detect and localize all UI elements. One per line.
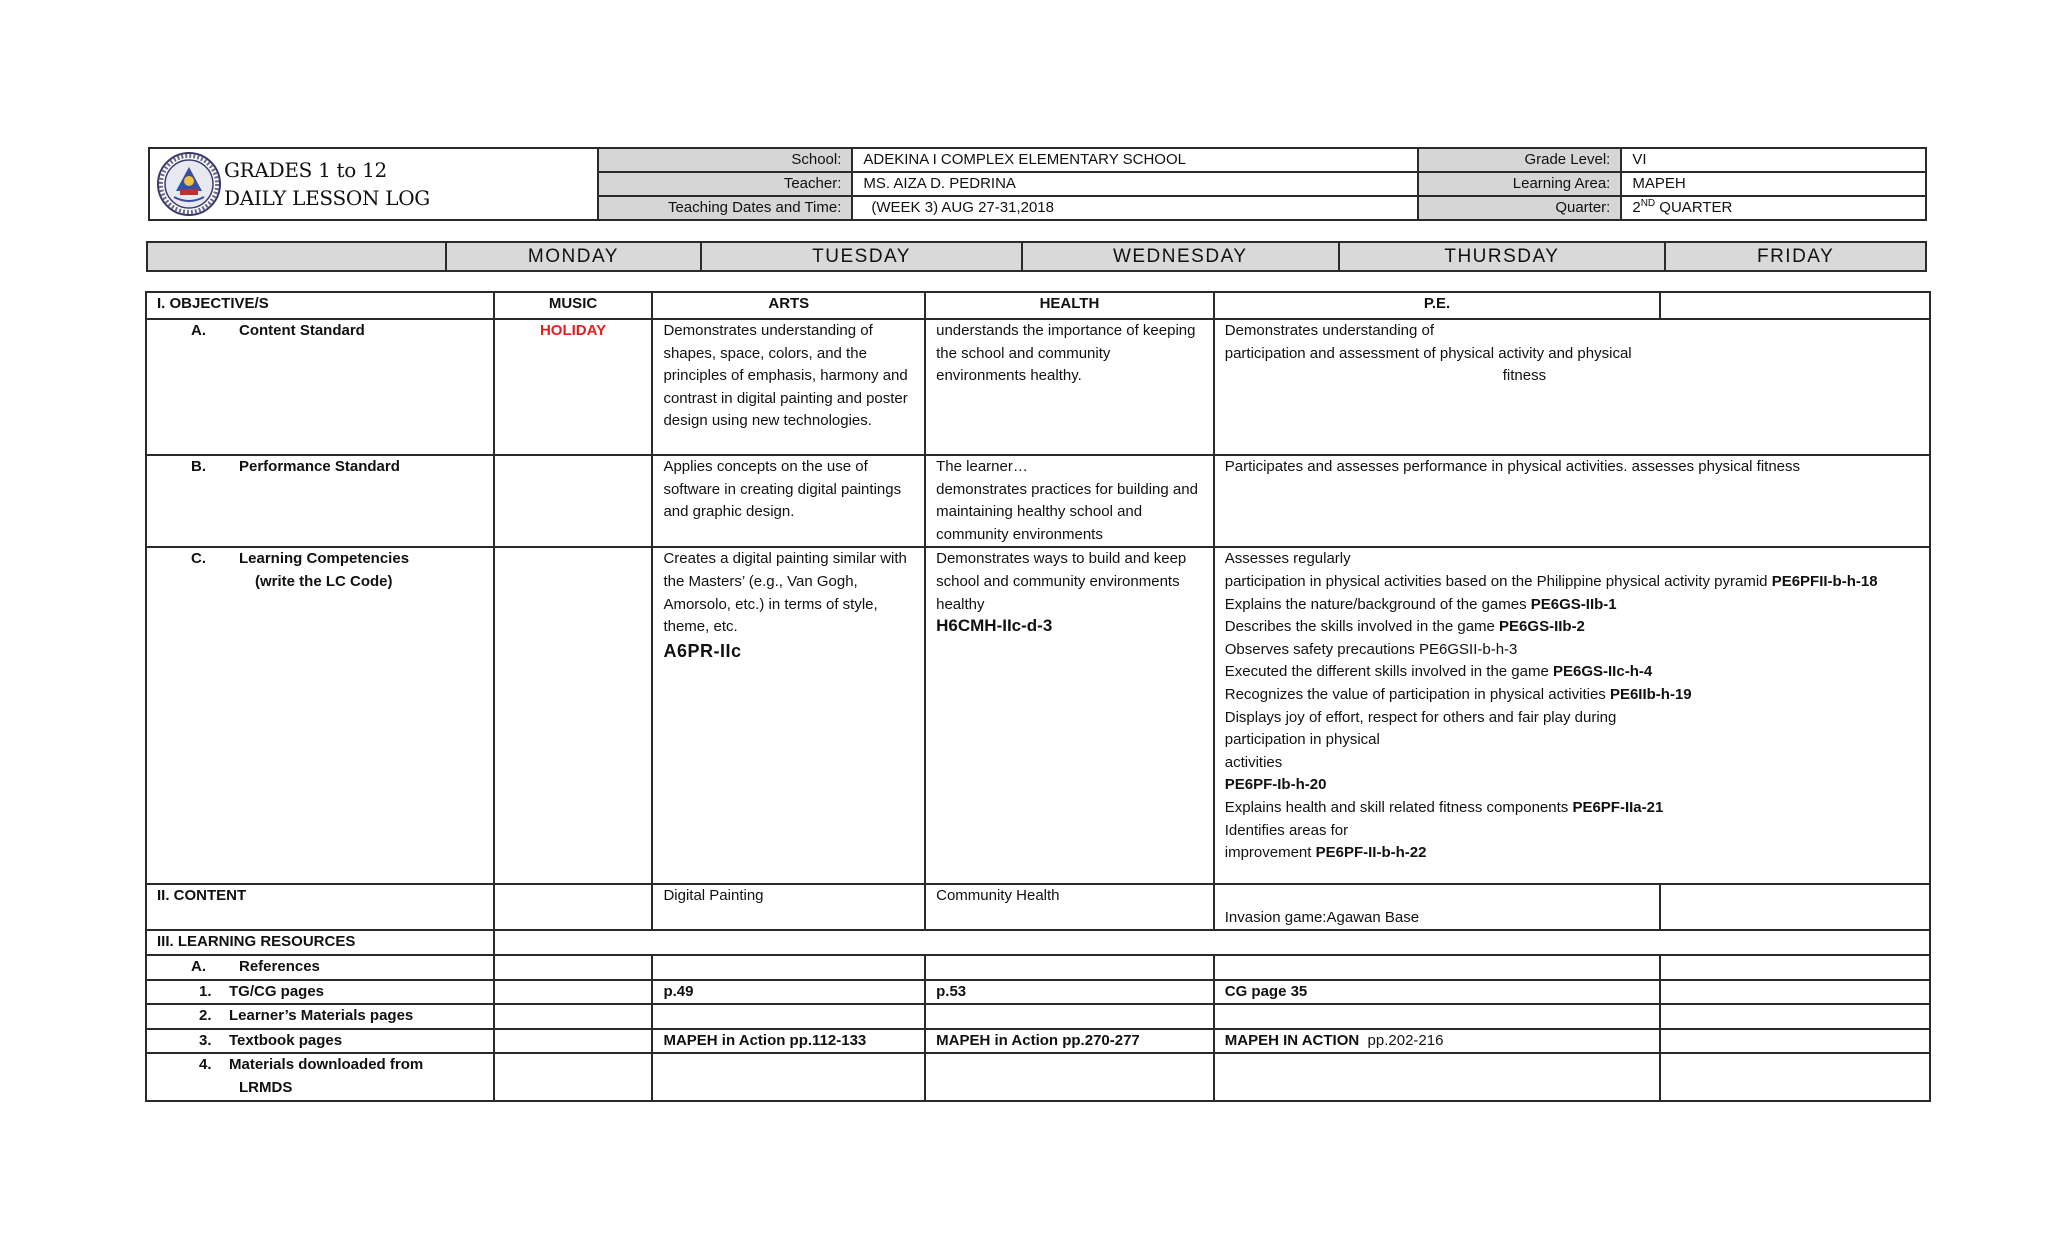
resources-row xyxy=(146,930,1930,955)
learning-competencies-label: Learning Competencies xyxy=(239,550,410,568)
resource-pe: CG page 35 xyxy=(1214,980,1661,1005)
arts-performance-standard: Applies concepts on the use of software in creating digital paintings and graphic design. xyxy=(652,455,925,547)
resource-row-learners-materials xyxy=(146,1004,1930,1029)
health-content-standard: understands the importance of keeping the school and community environments healthy. xyxy=(925,319,1214,455)
quarter-value xyxy=(1621,196,1926,220)
resources-label: III. LEARNING RESOURCES xyxy=(146,930,494,955)
performance-standard-letter: B. xyxy=(191,458,206,475)
resource-health xyxy=(925,1053,1214,1100)
content-standard-row xyxy=(146,319,1930,455)
references-label-cell xyxy=(146,955,494,980)
log-title-line1: GRADES 1 to 12 xyxy=(224,158,387,182)
log-title-line2: DAILY LESSON LOG xyxy=(224,186,430,210)
school-value: ADEKINA I COMPLEX ELEMENTARY SCHOOL xyxy=(852,148,1417,172)
resource-music-blank xyxy=(494,1029,653,1054)
resource-health: MAPEH in Action pp.270-277 xyxy=(925,1029,1214,1054)
resource-arts: p.49 xyxy=(652,980,925,1005)
pe-content-standard-line3: fitness xyxy=(1502,367,1547,385)
references-blank xyxy=(652,955,925,980)
resource-health xyxy=(925,1004,1214,1029)
log-title-cell xyxy=(149,148,598,220)
pe-competency-line: Observes safety precautions PE6GSII-b-h-3 xyxy=(1224,640,1518,658)
references-blank xyxy=(1660,955,1930,980)
content-standard-letter: A. xyxy=(191,322,206,339)
references-label: References xyxy=(239,957,320,975)
learning-competencies-letter: C. xyxy=(191,550,206,568)
arts-content-standard: Demonstrates understanding of shapes, space, colors, and the principles of emphasis, harmony and contrast in digital painting and poster design using new technologies. xyxy=(652,319,925,455)
pe-competencies xyxy=(1214,547,1930,884)
school-label: School: xyxy=(598,148,853,172)
teaching-dates-value: (WEEK 3) AUG 27-31,2018 xyxy=(852,196,1417,220)
resource-label-cell: 2. Learner’s Materials pages xyxy=(146,1004,494,1029)
pe-competency-line: Recognizes the value of participation in physical activities PE6IIb-h-19 xyxy=(1224,685,1692,703)
references-blank xyxy=(1214,955,1661,980)
health-performance-line2: demonstrates practices for building and maintaining healthy school and community environments xyxy=(936,480,1198,543)
day-wednesday: WEDNESDAY xyxy=(1022,242,1339,271)
day-monday: MONDAY xyxy=(446,242,702,271)
friday-blank xyxy=(1660,292,1930,319)
resource-arts xyxy=(652,1004,925,1029)
performance-standard-label-cell xyxy=(146,455,494,547)
teaching-dates-label: Teaching Dates and Time: xyxy=(598,196,853,220)
resource-health: p.53 xyxy=(925,980,1214,1005)
header-table xyxy=(148,147,1927,221)
resource-label-cell: 1. TG/CG pages xyxy=(146,980,494,1005)
subject-arts: ARTS xyxy=(652,292,925,319)
health-content: Community Health xyxy=(925,884,1214,930)
health-performance-standard xyxy=(925,455,1214,547)
learning-area-label: Learning Area: xyxy=(1418,172,1622,196)
references-blank xyxy=(925,955,1214,980)
performance-standard-label: Performance Standard xyxy=(239,458,400,475)
days-row xyxy=(146,241,1927,272)
learning-competencies-row xyxy=(146,547,1930,884)
resource-friday-blank xyxy=(1660,1004,1930,1029)
resource-row-tg-cg xyxy=(146,980,1930,1005)
pe-competency-line: Displays joy of effort, respect for others and fair play during xyxy=(1224,708,1617,726)
arts-competency-text: Creates a digital painting similar with the Masters’ (e.g., Van Gogh, Amorsolo, etc.) in terms of style, theme, etc. xyxy=(663,550,907,636)
learning-competencies-label-cell xyxy=(146,547,494,884)
pe-performance-standard: Participates and assesses performance in physical activities. assesses physical fitness xyxy=(1214,455,1930,547)
resource-music-blank xyxy=(494,1004,653,1029)
quarter-text: QUARTER xyxy=(1655,199,1733,216)
music-competencies-blank xyxy=(494,547,653,884)
day-tuesday: TUESDAY xyxy=(701,242,1022,271)
resource-pe: MAPEH IN ACTION pp.202-216 xyxy=(1214,1029,1661,1054)
resources-blank xyxy=(494,930,1930,955)
performance-standard-row xyxy=(146,455,1930,547)
pe-competency-line: Describes the skills involved in the game PE6GS-IIb-2 xyxy=(1224,618,1585,636)
pe-competency-line: improvement PE6PF-II-b-h-22 xyxy=(1224,844,1427,862)
pe-competency-line: participation in physical activities based on the Philippine physical activity pyramid PE6PFII-b-h-18 xyxy=(1224,572,1878,590)
friday-content-blank xyxy=(1660,884,1930,930)
resource-label-cell: 4. Materials downloaded from LRMDS xyxy=(146,1053,494,1100)
pe-competency-line: Identifies areas for xyxy=(1224,821,1349,839)
grade-level-value: VI xyxy=(1621,148,1926,172)
pe-competency-line: participation in physical xyxy=(1224,731,1380,749)
resource-arts: MAPEH in Action pp.112-133 xyxy=(652,1029,925,1054)
content-standard-label-cell xyxy=(146,319,494,455)
grade-level-label: Grade Level: xyxy=(1418,148,1622,172)
resource-friday-blank xyxy=(1660,1029,1930,1054)
music-holiday: HOLIDAY xyxy=(494,319,653,455)
subject-pe: P.E. xyxy=(1214,292,1661,319)
references-blank xyxy=(494,955,653,980)
pe-content-standard-line1: Demonstrates understanding of xyxy=(1224,322,1435,339)
arts-competencies xyxy=(652,547,925,884)
subject-health: HEALTH xyxy=(925,292,1214,319)
lesson-log-table xyxy=(145,291,1931,1102)
health-competency-text: Demonstrates ways to build and keep school and community environments healthy xyxy=(936,550,1187,613)
deped-seal-icon xyxy=(156,151,222,217)
pe-competency-line: Explains the nature/background of the games PE6GS-IIb-1 xyxy=(1224,595,1617,613)
learning-competencies-sublabel: (write the LC Code) xyxy=(255,572,393,590)
pe-competency-line: Explains health and skill related fitness components PE6PF-IIa-21 xyxy=(1224,798,1664,816)
references-row xyxy=(146,955,1930,980)
arts-competency-code: A6PR-IIc xyxy=(663,640,742,661)
resource-arts xyxy=(652,1053,925,1100)
content-row xyxy=(146,884,1930,930)
content-label: II. CONTENT xyxy=(146,884,494,930)
arts-content: Digital Painting xyxy=(652,884,925,930)
pe-competency-line: PE6PF-Ib-h-20 xyxy=(1224,776,1327,794)
music-content-blank xyxy=(494,884,653,930)
teacher-value: MS. AIZA D. PEDRINA xyxy=(852,172,1417,196)
pe-competency-line: Assesses regularly xyxy=(1224,550,1351,568)
pe-content: Invasion game:Agawan Base xyxy=(1214,884,1661,930)
resource-row-textbook xyxy=(146,1029,1930,1054)
resource-friday-blank xyxy=(1660,1053,1930,1100)
resource-music-blank xyxy=(494,980,653,1005)
content-standard-label: Content Standard xyxy=(239,322,365,339)
pe-content-standard xyxy=(1214,319,1930,455)
health-competencies xyxy=(925,547,1214,884)
subject-music: MUSIC xyxy=(494,292,653,319)
pe-competency-line: activities xyxy=(1224,753,1283,771)
resource-pe xyxy=(1214,1004,1661,1029)
objective-header-row xyxy=(146,292,1930,319)
resource-friday-blank xyxy=(1660,980,1930,1005)
quarter-number: 2 xyxy=(1632,199,1641,216)
music-performance-blank xyxy=(494,455,653,547)
health-competency-code: H6CMH-IIc-d-3 xyxy=(936,616,1053,636)
days-blank-cell xyxy=(147,242,446,271)
day-friday: FRIDAY xyxy=(1665,242,1926,271)
teacher-label: Teacher: xyxy=(598,172,853,196)
health-performance-line1: The learner… xyxy=(936,458,1028,475)
resource-music-blank xyxy=(494,1053,653,1100)
references-letter: A. xyxy=(191,957,206,975)
quarter-label: Quarter: xyxy=(1418,196,1622,220)
resource-label-cell: 3. Textbook pages xyxy=(146,1029,494,1054)
resource-row-lrmds xyxy=(146,1053,1930,1100)
quarter-suffix: ND xyxy=(1640,198,1656,209)
pe-competency-line: Executed the different skills involved in the game PE6GS-IIc-h-4 xyxy=(1224,663,1653,681)
pe-content-standard-line2: participation and assessment of physical activity and physical xyxy=(1224,344,1632,362)
learning-area-value: MAPEH xyxy=(1621,172,1926,196)
objective-header: I. OBJECTIVE/S xyxy=(146,292,494,319)
resource-pe xyxy=(1214,1053,1661,1100)
day-thursday: THURSDAY xyxy=(1339,242,1666,271)
